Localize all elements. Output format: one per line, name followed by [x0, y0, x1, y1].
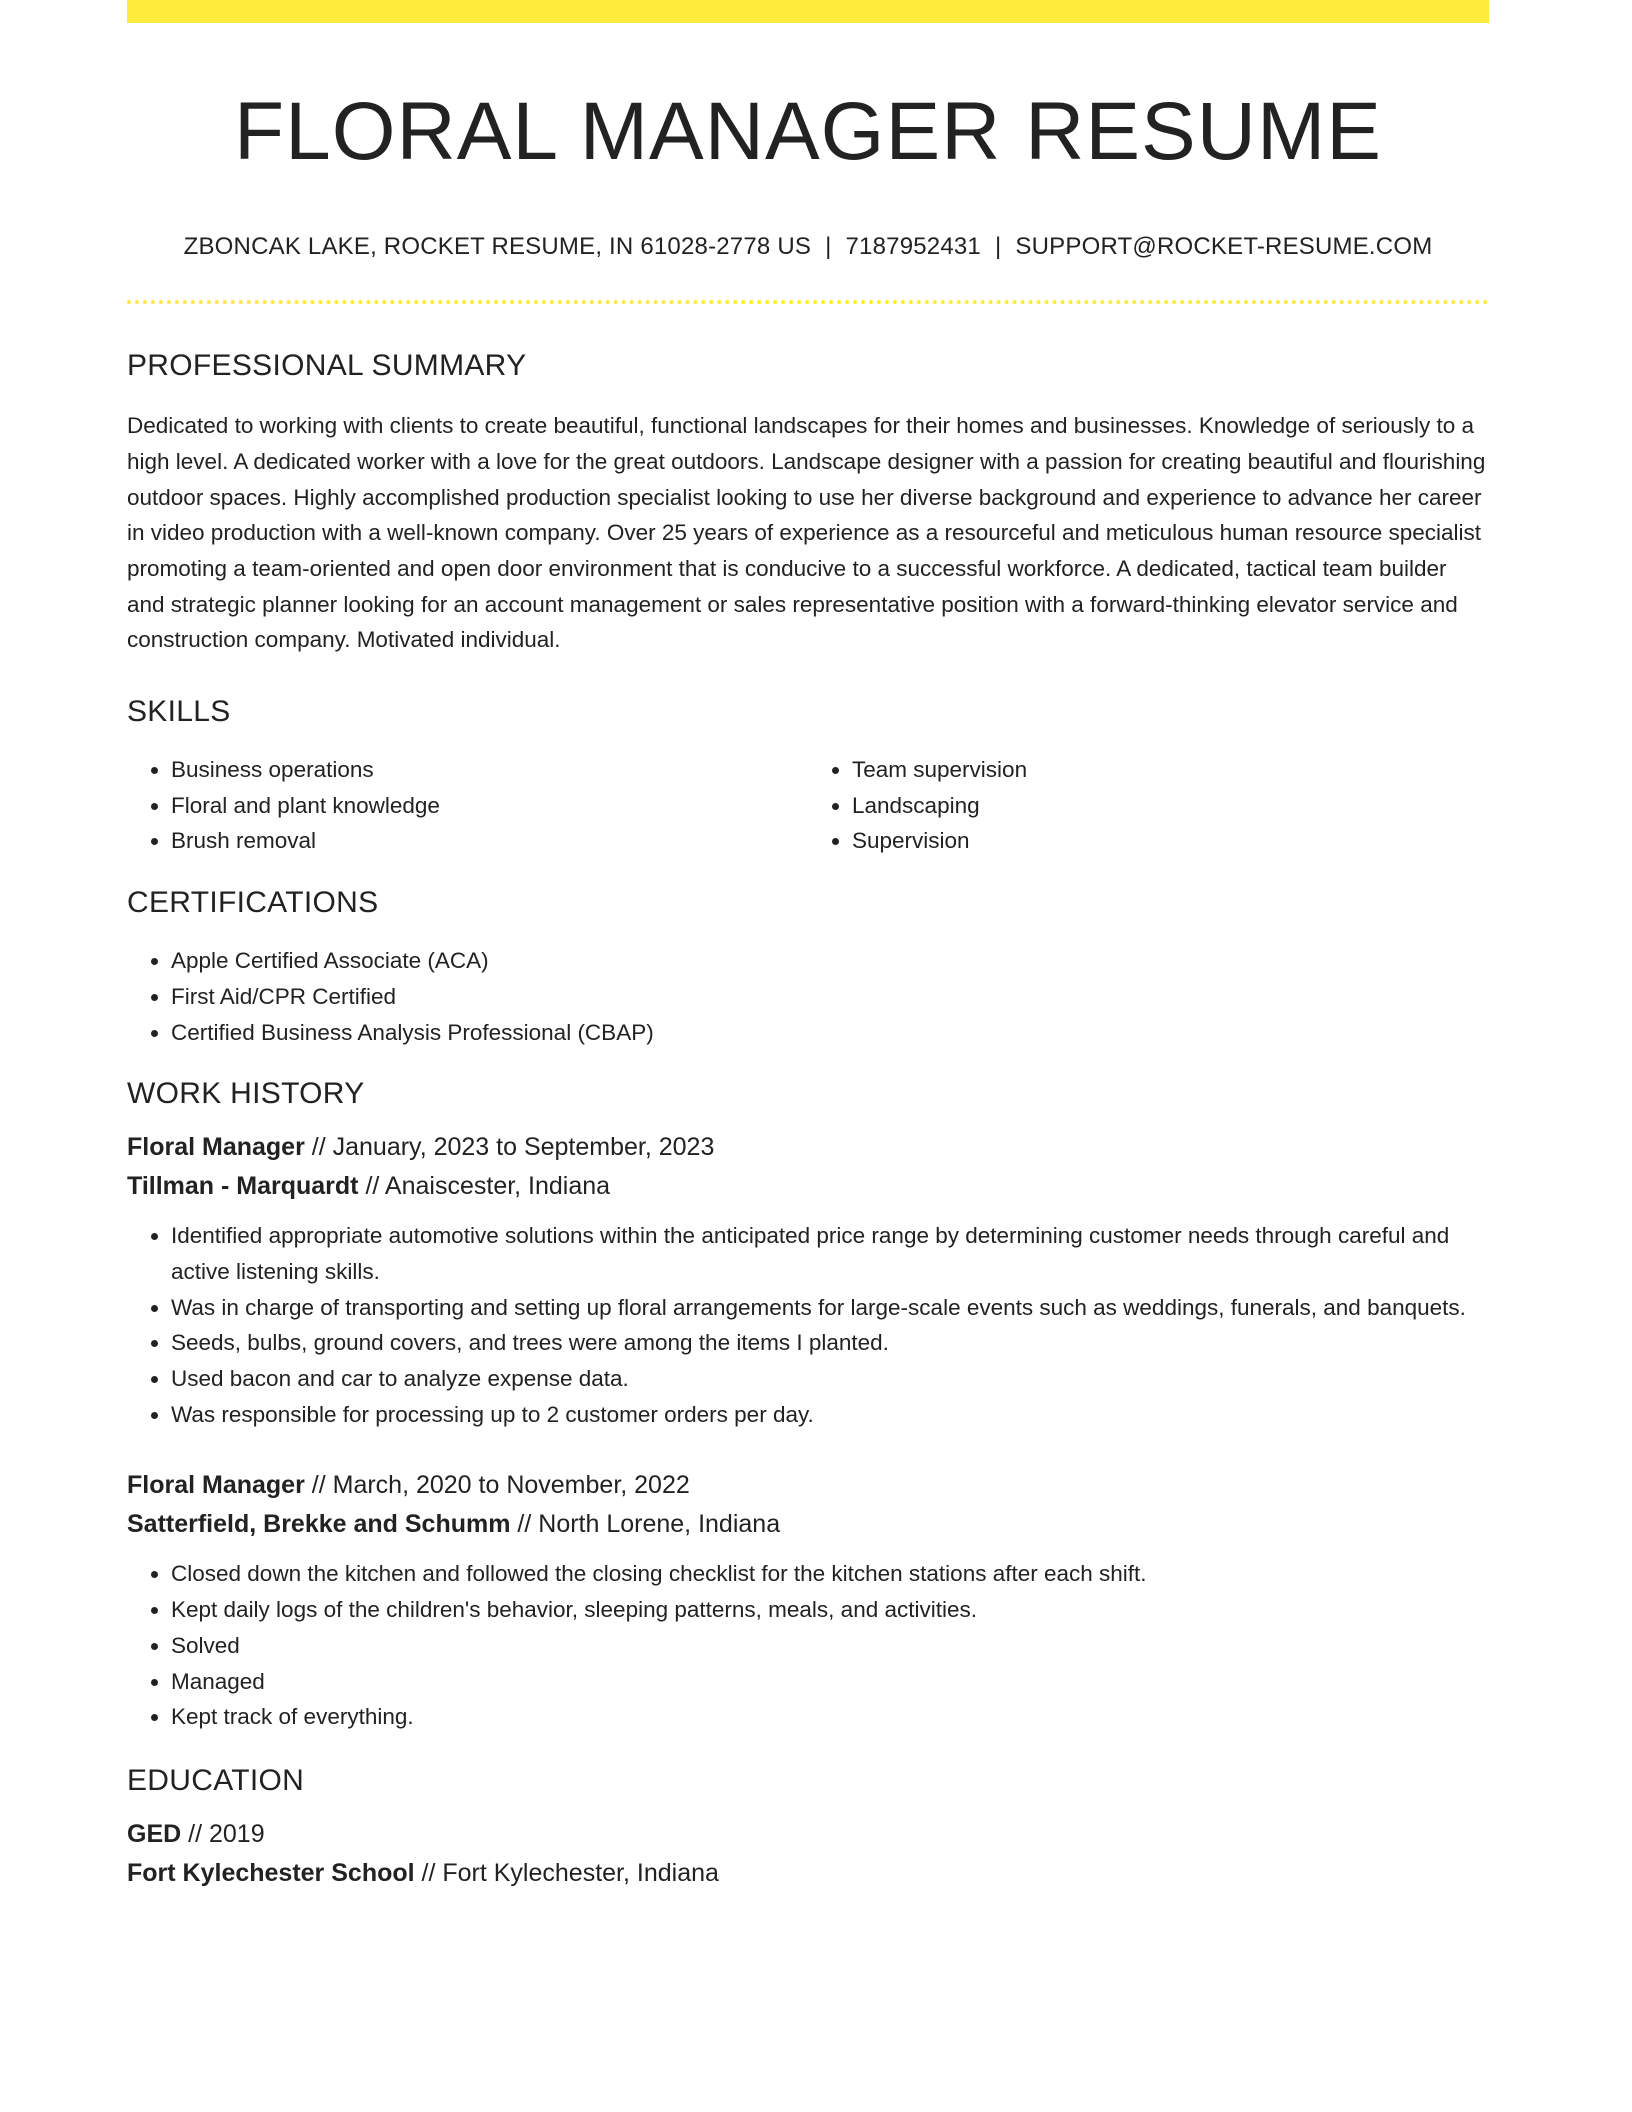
- contact-line: [127, 233, 1489, 262]
- job-duty: • Was in charge of transporting and setting up floral arrangements for large-scale events such as weddings, funerals, and banquets.: [171, 1290, 1489, 1326]
- job-duty: • Kept daily logs of the children's behavior, sleeping patterns, meals, and activities.: [171, 1592, 1489, 1628]
- contact-separator: |: [825, 233, 832, 261]
- job-title: Floral Manager: [127, 1471, 305, 1500]
- certifications-list: [127, 943, 1489, 1050]
- job-company: Satterfield, Brekke and Schumm: [127, 1510, 511, 1539]
- dotted-divider: [127, 300, 1489, 304]
- skill-item: • Landscaping: [852, 788, 1489, 824]
- skill-item: • Team supervision: [852, 752, 1489, 788]
- certifications-heading: CERTIFICATIONS: [127, 886, 379, 920]
- job-duty: • Kept track of everything.: [171, 1699, 1489, 1735]
- contact-address: ZBONCAK LAKE, ROCKET RESUME, IN 61028-2778 US: [183, 233, 812, 261]
- job-duties-list: [127, 1556, 1489, 1735]
- job-company-line: [127, 1505, 1489, 1544]
- summary-heading: PROFESSIONAL SUMMARY: [127, 349, 527, 383]
- contact-phone: 7187952431: [845, 233, 981, 261]
- job-company-line: [127, 1167, 1489, 1206]
- job-location: // Anaiscester, Indiana: [365, 1172, 611, 1201]
- education-location: // Fort Kylechester, Indiana: [421, 1858, 719, 1887]
- skill-item: • Brush removal: [171, 823, 808, 859]
- skills-heading: SKILLS: [127, 695, 231, 729]
- certification-item: • Certified Business Analysis Professional (CBAP): [171, 1015, 1489, 1051]
- job-dates: // March, 2020 to November, 2022: [311, 1471, 690, 1500]
- education-school-line: [127, 1854, 1489, 1893]
- certification-item: • First Aid/CPR Certified: [171, 979, 1489, 1015]
- job-dates: // January, 2023 to September, 2023: [311, 1133, 715, 1162]
- skills-right-list: [808, 752, 1489, 859]
- job-title-line: [127, 1128, 1489, 1167]
- job-title: Floral Manager: [127, 1133, 305, 1162]
- job-duty: • Seeds, bulbs, ground covers, and trees were among the items I planted.: [171, 1325, 1489, 1361]
- job-duty: • Used bacon and car to analyze expense data.: [171, 1361, 1489, 1397]
- summary-text: Dedicated to working with clients to create beautiful, functional landscapes for their homes and businesses. Knowledge of seriously to a high level. A dedicated worker with a love for the great outdoors. Landscape designer with a passion for creating beautiful and flourishing outdoor spaces. Highly accomplished production specialist looking to use her diverse background and experience to advance her career in video production with a well-known company. Over 25 years of experience as a resourceful and meticulous human resource specialist promoting a team-oriented and open door environment that is conducive to a successful workforce. A dedicated, tactical team builder and strategic planner looking for an account management or sales representative position with a forward-thinking elevator service and construction company. Motivated individual.: [127, 413, 1486, 653]
- skill-item: • Business operations: [171, 752, 808, 788]
- job-entry: [127, 1128, 1489, 1432]
- work-history-heading: WORK HISTORY: [127, 1077, 365, 1111]
- job-company: Tillman - Marquardt: [127, 1172, 359, 1201]
- resume-page: [127, 0, 1489, 1893]
- job-duty: • Closed down the kitchen and followed the closing checklist for the kitchen stations after each shift.: [171, 1556, 1489, 1592]
- job-location: // North Lorene, Indiana: [517, 1510, 781, 1539]
- education-school: Fort Kylechester School: [127, 1858, 415, 1887]
- top-accent-bar: [127, 0, 1489, 23]
- skill-item: • Floral and plant knowledge: [171, 788, 808, 824]
- skills-columns: [127, 752, 1489, 859]
- contact-separator: |: [994, 233, 1002, 261]
- skills-left-list: [127, 752, 808, 859]
- job-entry: [127, 1466, 1489, 1735]
- job-title-line: [127, 1466, 1489, 1505]
- job-duty: • Was responsible for processing up to 2 customer orders per day.: [171, 1397, 1489, 1433]
- education-entry: [127, 1815, 1489, 1893]
- job-duty: • Solved: [171, 1628, 1489, 1664]
- resume-title: FLORAL MANAGER RESUME: [234, 86, 1382, 177]
- job-duties-list: [127, 1218, 1489, 1432]
- education-degree: GED: [127, 1819, 182, 1848]
- skill-item: • Supervision: [852, 823, 1489, 859]
- education-year: // 2019: [188, 1819, 265, 1848]
- contact-email: SUPPORT@ROCKET-RESUME.COM: [1015, 233, 1433, 261]
- certification-item: • Apple Certified Associate (ACA): [171, 943, 1489, 979]
- job-duty: • Managed: [171, 1664, 1489, 1700]
- education-heading: EDUCATION: [127, 1763, 305, 1797]
- job-duty: • Identified appropriate automotive solutions within the anticipated price range by determining customer needs through careful and active listening skills.: [171, 1218, 1489, 1289]
- education-degree-line: [127, 1815, 1489, 1854]
